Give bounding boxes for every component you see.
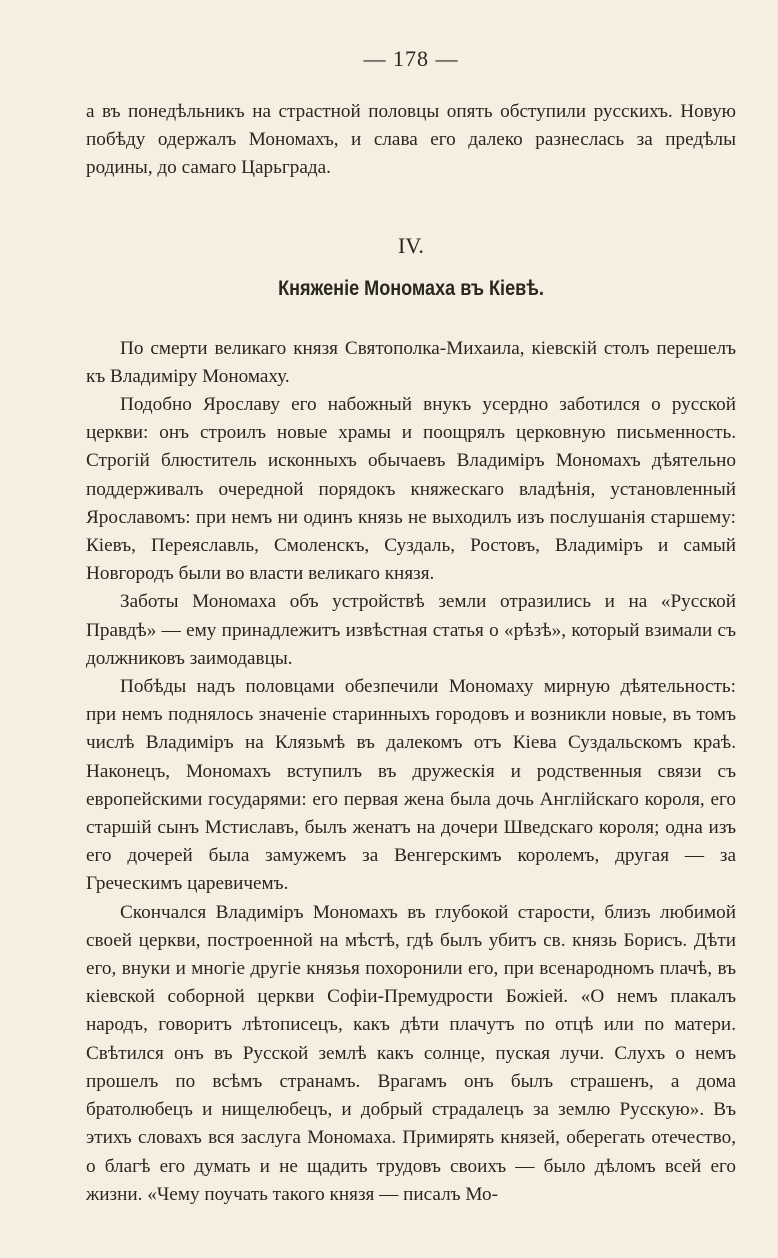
paragraph: По смерти великаго князя Святополка-Михаила, кіевскій столъ перешелъ къ Владиміру Мономаху. xyxy=(86,337,736,387)
paragraph: Скончался Владиміръ Мономахъ въ глубокой старости, близъ любимой своей церкви, построенной на мѣстѣ, гдѣ былъ убитъ св. князь Борисъ. Дѣти его, внуки и многіе другіе князья похоронили его, при всенародномъ плачѣ, въ кіевской соборной церкви Софіи-Премудрости Божіей. «О немъ плакалъ народъ, говоритъ лѣтописецъ, какъ дѣти плачутъ по отцѣ или по матери. Свѣтился онъ въ Русской землѣ какъ солнце, пуская лучи. Слухъ о немъ прошелъ по всѣмъ странамъ. Врагамъ онъ былъ страшенъ, а дома братолюбецъ и нищелюбецъ, и добрый страдалецъ за землю Русскую». Въ этихъ словахъ вся заслуга Мономаха. Примирять князей, оберегать отечество, о благѣ его думать и не щадить трудовъ своихъ — было дѣломъ всей его жизни. «Чему поучать такого князя — писалъ Мо- xyxy=(86,901,736,1205)
paragraph: Побѣды надъ половцами обезпечили Мономаху мирную дѣятельность: при немъ поднялось значеніе старинныхъ городовъ и возникли новые, въ томъ числѣ Владиміръ на Клязьмѣ въ далекомъ отъ Кіева Суздальскомъ краѣ. Наконецъ, Мономахъ вступилъ въ дружескія и родственныя связи съ европейскими государями: его первая жена была дочь Англійскаго короля, его старшій сынъ Мстиславъ, былъ женатъ на дочери Шведскаго короля; одна изъ его дочерей была замужемъ за Венгерскимъ королемъ, другая — за Греческимъ царевичемъ. xyxy=(86,676,736,895)
paragraph: Подобно Ярославу его набожный внукъ усердно заботился о русской церкви: онъ строилъ новые храмы и поощрялъ церковную письменность. Строгій блюститель исконныхъ обычаевъ Владиміръ Мономахъ дѣятельно поддерживалъ очередной порядокъ княжескаго владѣнія, установленный Ярославомъ: при немъ ни одинъ князь не выходилъ изъ послушанія старшему: Кіевъ, Переяславль, Смоленскъ, Суздаль, Ростовъ, Владиміръ и самый Новгородъ были во власти великаго князя. xyxy=(86,394,736,585)
opening-paragraph: а въ понедѣльникъ на страстной половцы опять обступили русскихъ. Новую побѣду одержалъ Мономахъ, и слава его далеко разнеслась за предѣлы родины, до самаго Царьграда. xyxy=(86,101,736,179)
section-number: IV. xyxy=(398,232,424,258)
book-page xyxy=(86,46,736,1209)
section-title: Княженіе Мономаха въ Кіевѣ. xyxy=(278,276,544,300)
page-number: — 178 — xyxy=(363,46,459,71)
paragraph: Заботы Мономаха объ устройствѣ земли отразились и на «Русской Правдѣ» — ему принадлежитъ извѣстная статья о «рѣзѣ», который взимали съ должниковъ заимодавцы. xyxy=(86,591,736,669)
